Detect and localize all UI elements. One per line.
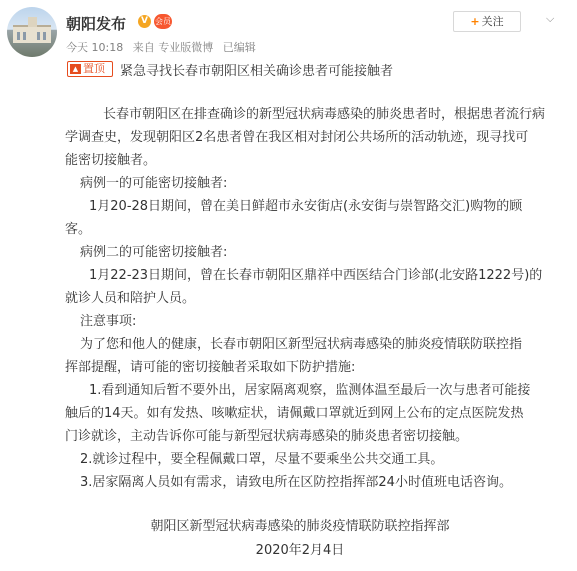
body-line: 1月20-28日期间，曾在美日鲜超市永安街店(永安街与崇智路交汇)购物的顾 [89, 199, 523, 214]
body-line: 为了您和他人的健康，长春市朝阳区新型冠状病毒感染的肺炎疫情联防联控指 [80, 337, 523, 352]
post-meta [66, 39, 262, 55]
post-date: 2020年2月4日 [255, 543, 345, 558]
body-line: 3.居家隔离人员如有需求，请致电所在区防控指挥部24小时值班电话咨询。 [80, 475, 512, 490]
body-line: 注意事项: [80, 314, 137, 329]
body-line: 门诊就诊，主动告诉你可能与新型冠状病毒感染的肺炎患者密切接触。 [65, 429, 469, 444]
username[interactable]: 朝阳发布 [66, 15, 127, 33]
follow-button[interactable] [453, 11, 521, 32]
verified-badge-icon: V [138, 15, 151, 28]
body-line: 病例一的可能密切接触者: [80, 176, 228, 191]
chevron-down-icon[interactable]: ⌵ [546, 12, 555, 25]
building-icon [13, 25, 51, 43]
body-line: 挥部提醒，请可能的密切接触者采取如下防护措施: [65, 360, 356, 375]
pinned-label: 置顶 [83, 62, 105, 75]
window-shape [23, 32, 26, 40]
body-line: 长春市朝阳区在排查确诊的新型冠状病毒感染的肺炎患者时，根据患者流行病 [103, 107, 546, 122]
body-line: 病例二的可能密切接触者: [80, 245, 228, 260]
window-shape [37, 32, 40, 40]
body-line: 能密切接触者。 [65, 153, 157, 168]
body-line: 触后的14天。如有发热、咳嗽症状，请佩戴口罩就近到网上公布的定点医院发热 [65, 406, 524, 421]
window-shape [43, 32, 46, 40]
signature: 朝阳区新型冠状病毒感染的肺炎疫情联防联控指挥部 [150, 519, 450, 534]
top-icon: ▲ [70, 64, 81, 74]
body-line: 客。 [65, 222, 92, 237]
plus-icon: + [470, 15, 480, 28]
window-shape [17, 32, 20, 40]
body-line: 1.看到通知后暂不要外出，居家隔离观察，监测体温至最后一次与患者可能接 [89, 383, 531, 398]
follow-label: 关注 [481, 15, 504, 28]
post-headline: 紧急寻找长春市朝阳区相关确诊患者可能接触者 [120, 64, 394, 79]
pinned-tag [67, 61, 113, 77]
post-time[interactable]: 今天 10:18 [66, 41, 124, 54]
avatar[interactable] [7, 7, 57, 57]
body-line: 学调查史，发现朝阳区2名患者曾在我区相对封闭公共场所的活动轨迹，现寻找可 [65, 130, 529, 145]
member-badge-icon[interactable]: 会员 [154, 14, 172, 29]
body-line: 2.就诊过程中，要全程佩戴口罩，尽量不要乘坐公共交通工具。 [80, 452, 444, 467]
edited-label[interactable]: 已编辑 [222, 41, 256, 54]
post-source[interactable]: 来自 专业版微博 [132, 41, 214, 54]
body-line: 就诊人员和陪护人员。 [65, 291, 196, 306]
body-line: 1月22-23日期间，曾在长春市朝阳区鼎祥中西医结合门诊部(北安路1222号)的 [89, 268, 543, 283]
